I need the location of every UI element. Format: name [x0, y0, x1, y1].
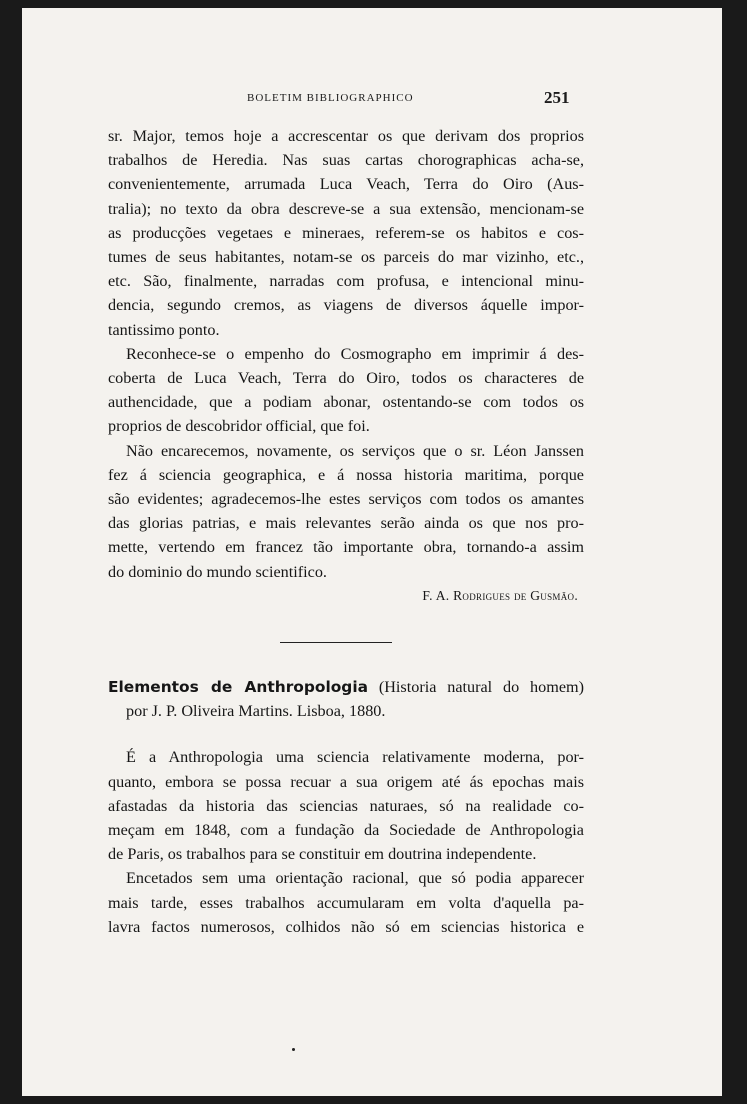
text-line: authencidade, que a podiam abonar, ostentando-se com todos os [108, 393, 584, 412]
text-line: as producções vegetaes e mineraes, referem-se os habitos e cos- [108, 223, 584, 242]
text-line: quanto, embora se possa recuar a sua origem até ás epochas mais [108, 772, 584, 791]
text-line: Encetados sem uma orientação racional, que só podia apparecer [126, 869, 584, 888]
text-line: tantissimo ponto. [108, 320, 220, 339]
paragraph [108, 342, 584, 439]
text-line: são evidentes; agradecemos-lhe estes serviços com todos os amantes [108, 490, 584, 509]
page-header [22, 88, 722, 112]
running-title: BOLETIM BIBLIOGRAPHICO [247, 92, 414, 104]
text-line: etc. São, finalmente, narradas com profusa, e intencional minu- [108, 272, 584, 291]
paragraph [108, 124, 584, 342]
page-body [108, 124, 584, 939]
book-citation [108, 675, 584, 723]
text-line: meçam em 1848, com a fundação da Sociedade de Anthropologia [108, 821, 584, 840]
text-line: tralia); no texto da obra descreve-se a sua extensão, mencionam-se [108, 199, 584, 218]
text-line: mais tarde, esses trabalhos accumularam em volta d'aquella pa- [108, 893, 584, 912]
text-line: convenientemente, arrumada Luca Veach, Terra do Oiro (Aus- [108, 175, 584, 194]
paragraph [108, 745, 584, 866]
review-1 [108, 124, 584, 608]
text-line: trabalhos de Heredia. Nas suas cartas chorographicas acha-se, [108, 151, 584, 170]
ink-speck [292, 1048, 295, 1051]
paragraph [108, 866, 584, 939]
text-line: fez á sciencia geographica, e á nossa historia maritima, porque [108, 465, 584, 484]
text-line: afastadas da historia das sciencias naturaes, só na realidade co- [108, 796, 584, 815]
text-line: Reconhece-se o empenho do Cosmographo em imprimir á des- [126, 344, 584, 363]
author-signature: F. A. Rodrigues de Gusmão. [422, 587, 578, 603]
review-2 [108, 675, 584, 939]
text-line: tumes de seus habitantes, notam-se os parceis do mar vizinho, etc., [108, 248, 584, 267]
book-subtitle: (Historia natural do homem) [378, 678, 584, 697]
book-title: Elementos de Anthropologia [108, 678, 368, 697]
text-line: do dominio do mundo scientifico. [108, 562, 327, 581]
paragraph [108, 439, 584, 584]
text-line: dencia, segundo cremos, as viagens de diversos áquelle impor- [108, 296, 584, 315]
section-divider [280, 642, 392, 643]
text-line: das glorias patrias, e mais relevantes serão ainda os que nos pro- [108, 514, 584, 533]
text-line: de Paris, os trabalhos para se constituir em doutrina independente. [108, 845, 537, 864]
text-line: coberta de Luca Veach, Terra do Oiro, todos os characteres de [108, 369, 584, 388]
citation-line [108, 675, 584, 699]
page-number: 251 [544, 88, 570, 107]
text-line: sr. Major, temos hoje a accrescentar os que derivam dos proprios [108, 127, 584, 145]
text-line: mette, vertendo em francez tão importante obra, tornando-a assim [108, 538, 584, 557]
book-page [22, 8, 722, 1096]
book-byline: por J. P. Oliveira Martins. Lisboa, 1880. [126, 702, 386, 721]
text-line: É a Anthropologia uma sciencia relativamente moderna, por- [126, 748, 584, 767]
text-line: proprios de descobridor official, que foi. [108, 417, 370, 436]
text-line: Não encarecemos, novamente, os serviços que o sr. Léon Janssen [126, 441, 584, 460]
text-line: lavra factos numerosos, colhidos não só em sciencias historica e [108, 917, 584, 936]
